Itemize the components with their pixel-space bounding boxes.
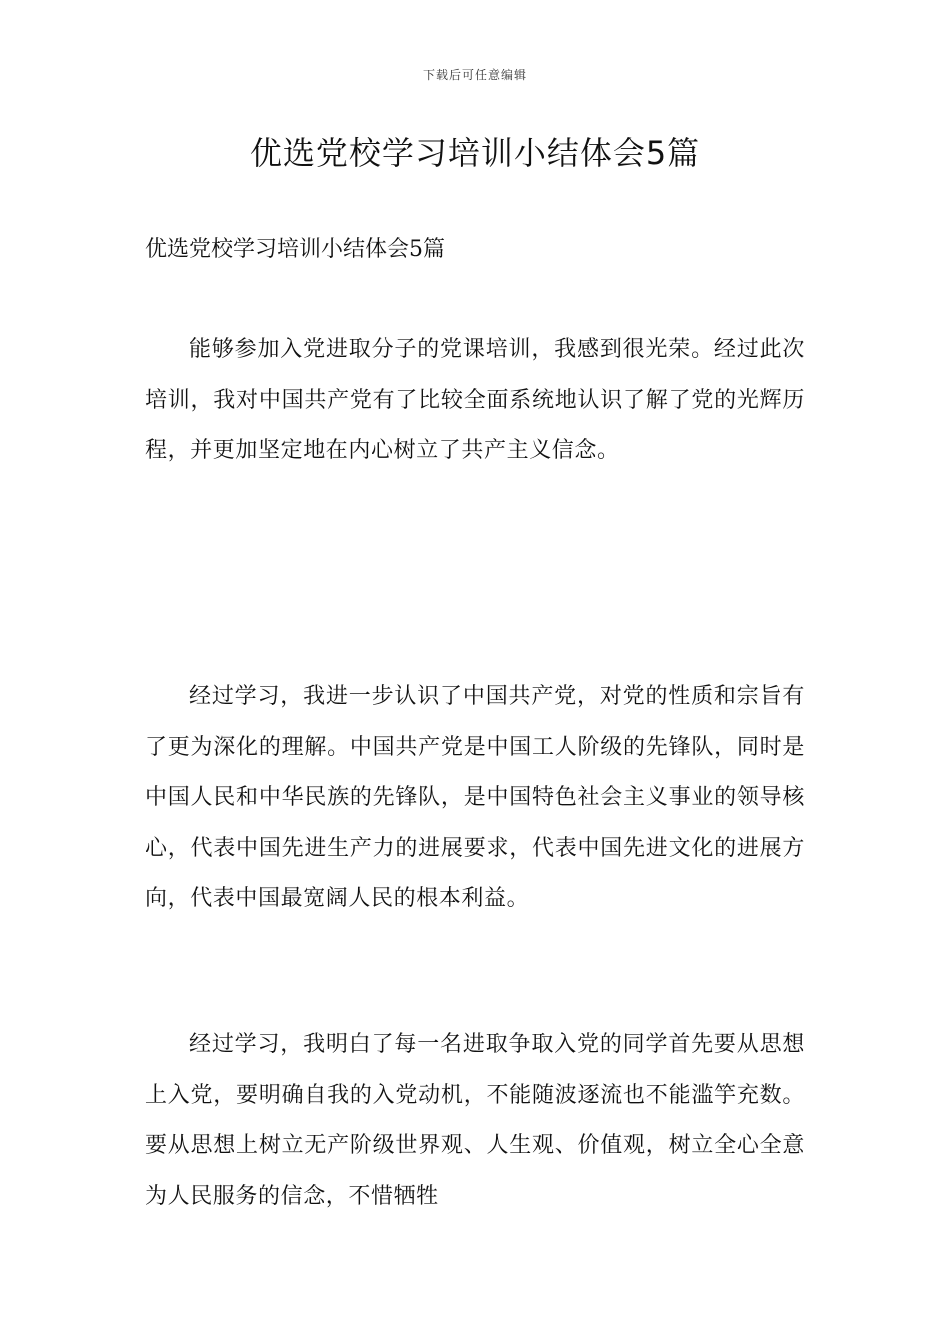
paragraph-3: 经过学习，我明白了每一名进取争取入党的同学首先要从思想上入党，要明确自我的入党动机，不能随波逐流也不能滥竽充数。要从思想上树立无产阶级世界观、人生观、价值观，树立全心全意为人民服务的信念，不惜牺牲 <box>145 1032 805 1209</box>
document-title: 优选党校学习培训小结体会5篇 <box>249 134 701 172</box>
document-subtitle: 优选党校学习培训小结体会5篇 <box>145 237 445 262</box>
header-note: 下载后可任意编辑 <box>422 68 527 82</box>
paragraph-2: 经过学习，我进一步认识了中国共产党，对党的性质和宗旨有了更为深化的理解。中国共产党是中国工人阶级的先锋队，同时是中国人民和中华民族的先锋队，是中国特色社会主义事业的领导核心，代表中国先进生产力的进展要求，代表中国先进文化的进展方向，代表中国最宽阔人民的根本利益。 <box>145 684 805 911</box>
paragraph-1: 能够参加入党进取分子的党课培训，我感到很光荣。经过此次培训，我对中国共产党有了比较全面系统地认识了解了党的光辉历程，并更加坚定地在内心树立了共产主义信念。 <box>145 337 805 463</box>
